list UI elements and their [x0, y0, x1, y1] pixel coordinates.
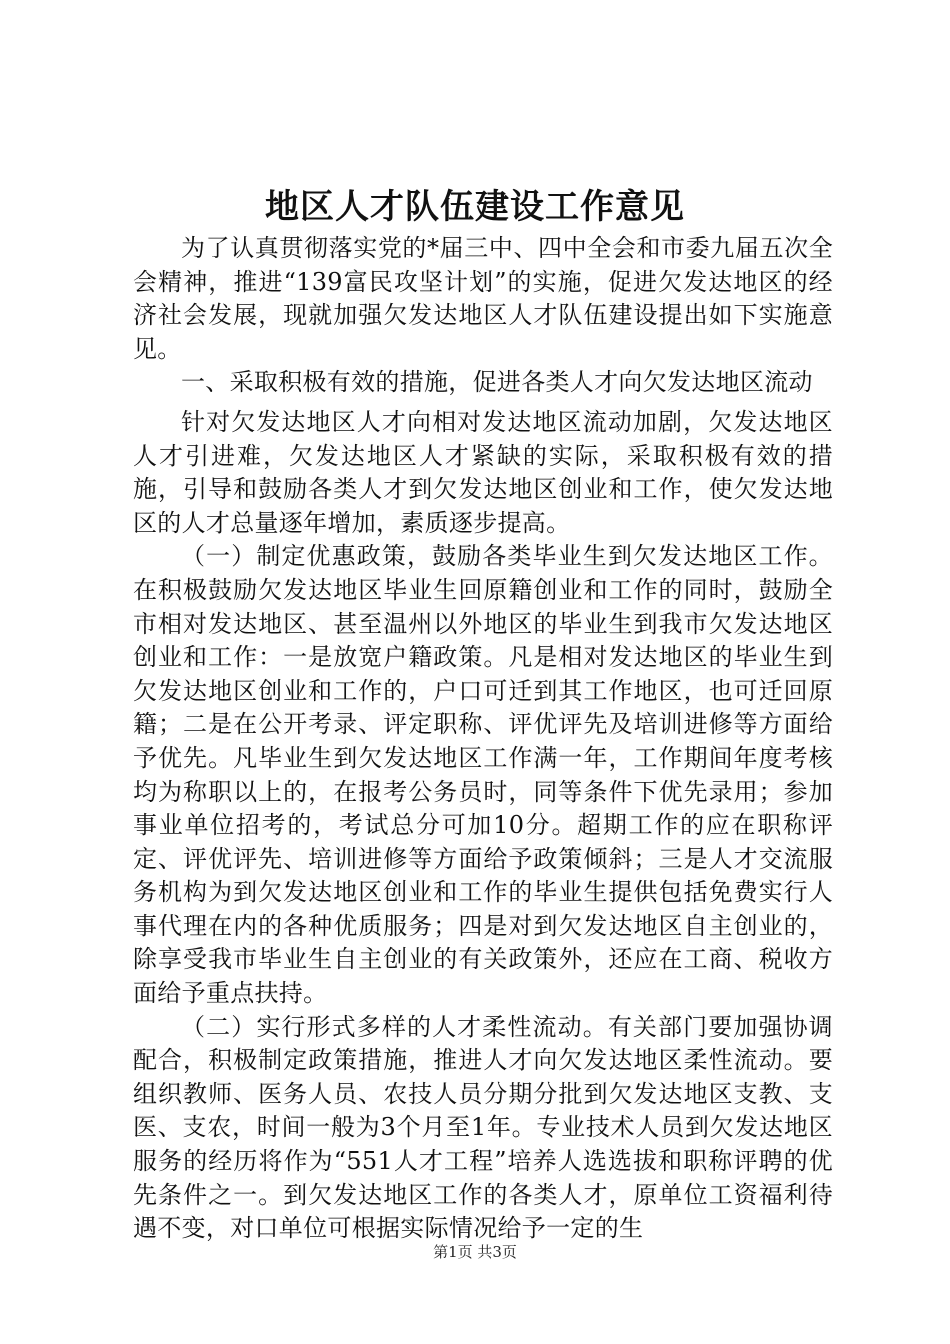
page-footer: 第1页 共3页 [433, 1243, 517, 1261]
document-body [133, 232, 833, 1246]
document-title: 地区人才队伍建设工作意见 [265, 187, 685, 227]
body-paragraph: （二）实行形式多样的人才柔性流动。有关部门要加强协调配合，积极制定政策措施，推进人才向欠发达地区柔性流动。要组织教师、医务人员、农技人员分期分批到欠发达地区支教、支医、支农，时间一般为3个月至1年。专业技术人员到欠发达地区服务的经历将作为“551人才工程”培养人选选拔和职称评聘的优先条件之一。到欠发达地区工作的各类人才，原单位工资福利待遇不变，对口单位可根据实际情况给予一定的生 [133, 1012, 833, 1243]
section-heading: 一、采取积极有效的措施，促进各类人才向欠发达地区流动 [181, 368, 813, 397]
body-paragraph: （一）制定优惠政策，鼓励各类毕业生到欠发达地区工作。在积极鼓励欠发达地区毕业生回原籍创业和工作的同时，鼓励全市相对发达地区、甚至温州以外地区的毕业生到我市欠发达地区创业和工作：一是放宽户籍政策。凡是相对发达地区的毕业生到欠发达地区创业和工作的，户口可迁到其工作地区，也可迁回原籍；二是在公开考录、评定职称、评优评先及培训进修等方面给予优先。凡毕业生到欠发达地区工作满一年，工作期间年度考核均为称职以上的，在报考公务员时，同等条件下优先录用；参加事业单位招考的，考试总分可加10分。超期工作的应在职称评定、评优评先、培训进修等方面给予政策倾斜；三是人才交流服务机构为到欠发达地区创业和工作的毕业生提供包括免费实行人事代理在内的各种优质服务；四是对到欠发达地区自主创业的，除享受我市毕业生自主创业的有关政策外，还应在工商、税收方面给予重点扶持。 [133, 542, 833, 1008]
body-paragraph: 针对欠发达地区人才向相对发达地区流动加剧，欠发达地区人才引进难，欠发达地区人才紧缺的实际，采取积极有效的措施，引导和鼓励各类人才到欠发达地区创业和工作，使欠发达地区的人才总量逐年增加，素质逐步提高。 [133, 407, 833, 537]
intro-paragraph: 为了认真贯彻落实党的*届三中、四中全会和市委九届五次全会精神，推进“139富民攻坚计划”的实施，促进欠发达地区的经济社会发展，现就加强欠发达地区人才队伍建设提出如下实施意见。 [133, 234, 833, 363]
